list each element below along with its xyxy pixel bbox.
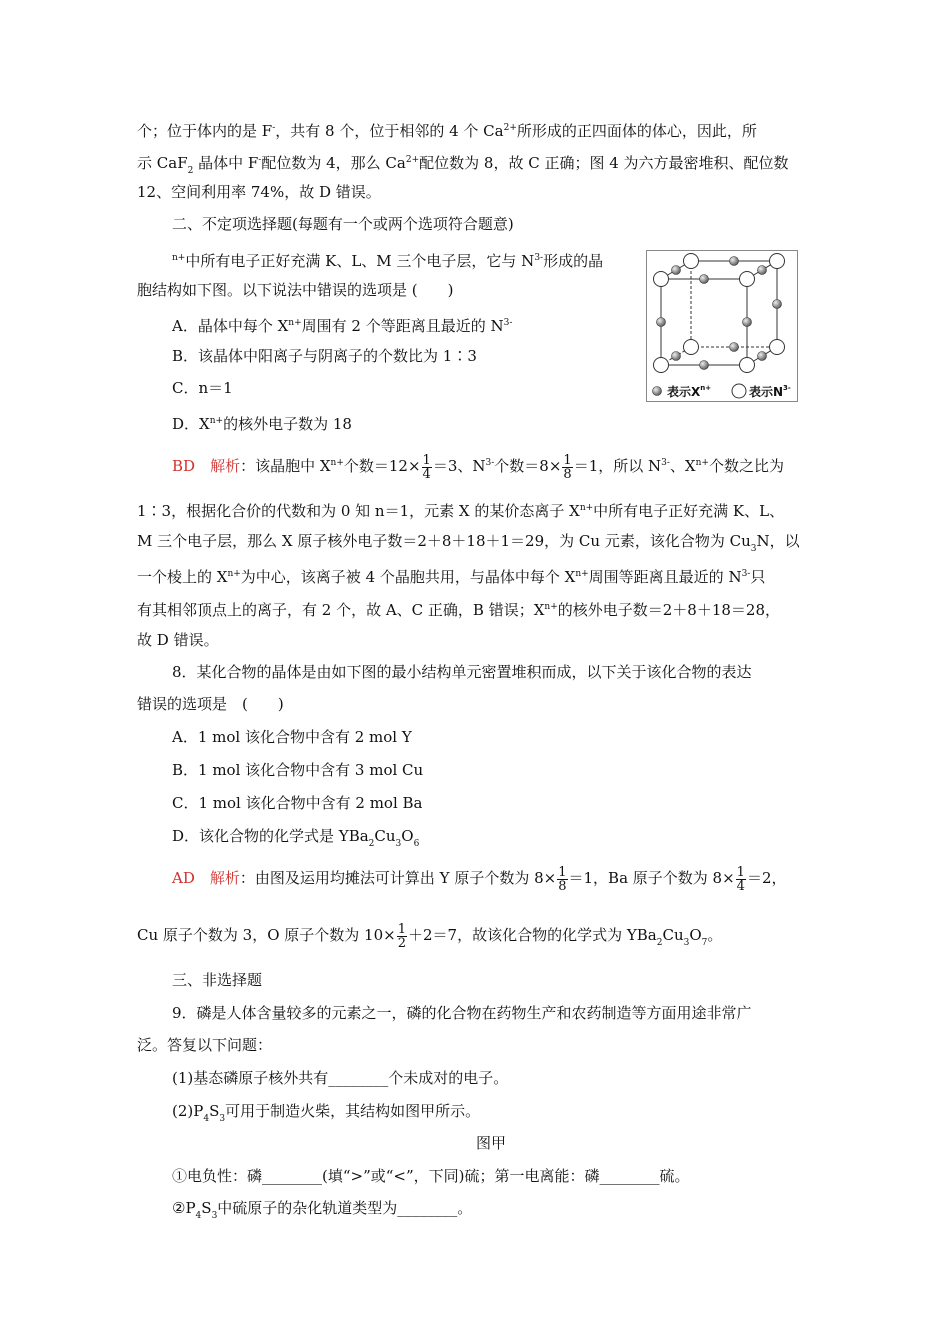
solution-line: Cu 原子个数为 3，O 原子个数为 10× $\frac{1}{2}$ ＋2＝7，故该化合物的化学式为 $YBa_2Cu_3O_7$。: [137, 921, 723, 951]
question-line: 8．某化合物的晶体是由如下图的最小结构单元密置堆积而成，以下关于该化合物的表达: [172, 663, 752, 681]
answer-label: BD: [172, 457, 196, 475]
question-part: $②P_4S_3$中硫原子的杂化轨道类型为________。: [172, 1199, 473, 1221]
section-heading: 三、非选择题: [172, 971, 263, 989]
fraction: $\frac{1}{8}$: [563, 452, 572, 482]
option-d: D．该化合物的化学式是 $YBa_2Cu_3O_6$: [172, 827, 420, 849]
fraction: $\frac{1}{2}$: [397, 921, 406, 951]
text-line: 个；位于体内的是 F-，共有 8 个，位于相邻的 4 个 $Ca^{2+}$所形成的正四面体的体心，因此，所: [137, 122, 757, 140]
analysis-label: 解析: [210, 457, 241, 475]
crystal-cell-figure: [646, 250, 798, 402]
analysis-label: 解析: [209, 869, 240, 887]
question-part: ①电负性：磷________(填“>”或“<”，下同)硫；第一电离能：磷________硫。: [172, 1167, 690, 1185]
fraction: $\frac{1}{4}$: [422, 452, 431, 482]
solution-line: 故 D 错误。: [137, 631, 219, 649]
solution-line: 一个棱上的 $X^{n+}$为中心，该离子被 4 个晶胞共用，与晶体中每个 $X^{n+}$周围等距离且最近的 $N^{3-}$只: [137, 568, 766, 586]
question-part: (1)基态磷原子核外共有________个未成对的电子。: [172, 1069, 509, 1087]
option-a: A．晶体中每个 $X^{n+}$周围有 2 个等距离且最近的 $N^{3-}$: [172, 317, 513, 335]
question-part: $(2)P_4S_3$可用于制造火柴，其结构如图甲所示。: [172, 1102, 481, 1124]
solution-line: M 三个电子层，那么 X 原子核外电子数＝2＋8＋18＋1＝29，为 Cu 元素，该化合物为 $Cu_3N$，以: [137, 532, 800, 554]
fraction: $\frac{1}{4}$: [736, 864, 745, 894]
legend-n-label: 表示$N^{3-}$: [749, 384, 791, 399]
fraction: $\frac{1}{8}$: [558, 864, 567, 894]
question-line: 胞结构如下图。以下说法中错误的选项是 ( ): [137, 281, 454, 299]
legend-x-label: 表示$X^{n+}$: [667, 384, 712, 399]
question-line: $^{n+}$中所有电子正好充满 K、L、M 三个电子层，它与 $N^{3-}$形成的晶: [172, 252, 604, 270]
option-b: B．1 mol 该化合物中含有 3 mol Cu: [172, 761, 424, 779]
text-line: 12、空间利用率 74%，故 D 错误。: [137, 183, 381, 201]
section-heading: 二、不定项选择题(每题有一个或两个选项符合题意): [172, 215, 514, 233]
option-c: C．1 mol 该化合物中含有 2 mol Ba: [172, 794, 423, 812]
solution-line: BD 解析：该晶胞中 $X^{n+}$个数＝12× $\frac{1}{4}$ ＝3、$N^{3-}$个数＝8× $\frac{1}{8}$ ＝1，所以 $N^{3-}$、$X^{n+}$个数之比为: [172, 452, 784, 482]
solution-line: 1∶3，根据化合价的代数和为 0 知 n＝1，元素 X 的某价态离子 $X^{n+}$中所有电子正好充满 K、L、: [137, 502, 785, 520]
question-line: 泛。答复以下问题：: [137, 1036, 273, 1054]
answer-label: AD: [172, 869, 195, 887]
figure-caption: 图甲: [476, 1134, 507, 1152]
option-b: B．该晶体中阳离子与阴离子的个数比为 1∶3: [172, 347, 477, 365]
question-line: 错误的选项是 ( ): [137, 695, 284, 713]
text-line: 示 CaF$_2$ 晶体中 F-配位数为 4，那么 $Ca^{2+}$配位数为 8，故 C 正确；图 4 为六方最密堆积、配位数: [137, 154, 789, 176]
option-a: A．1 mol 该化合物中含有 2 mol Y: [172, 728, 412, 746]
option-d: D．$X^{n+}$的核外电子数为 18: [172, 415, 352, 433]
solution-line: AD 解析：由图及运用均摊法可计算出 Y 原子个数为 8× $\frac{1}{8}$ ＝1，Ba 原子个数为 8× $\frac{1}{4}$ ＝2，: [172, 864, 787, 894]
question-line: 9．磷是人体含量较多的元素之一，磷的化合物在药物生产和农药制造等方面用途非常广: [172, 1004, 752, 1022]
option-c: C．n＝1: [172, 379, 233, 397]
solution-line: 有其相邻顶点上的离子，有 2 个，故 A、C 正确，B 错误；$X^{n+}$的核外电子数＝2＋8＋18＝28，: [137, 601, 781, 619]
